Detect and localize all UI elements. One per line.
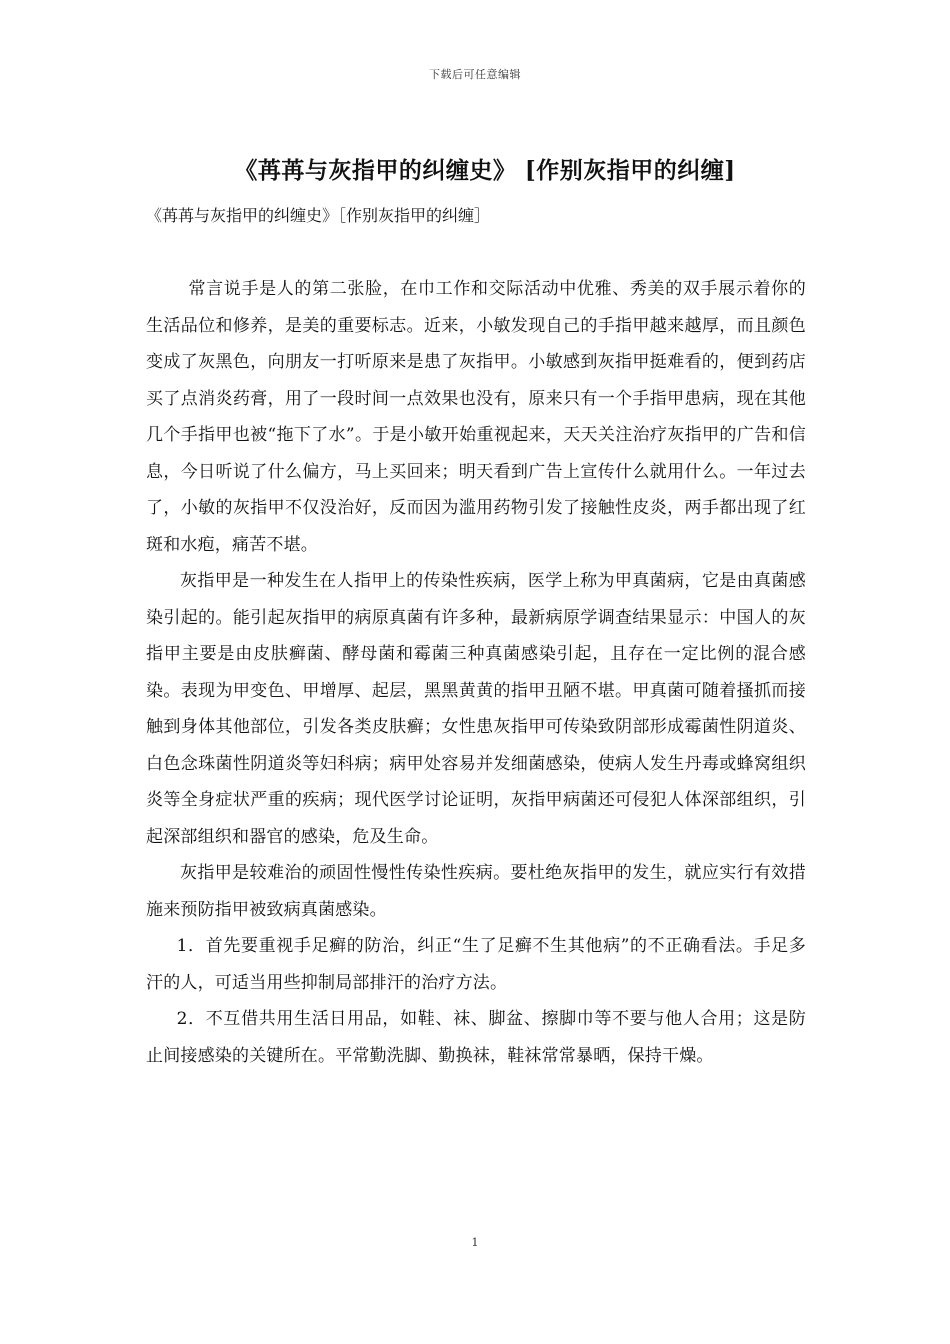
paragraph-item-2: 2．不互借共用生活日用品，如鞋、袜、脚盆、擦脚巾等不要与他人合用；这是防止间接感染的关键所在。平常勤洗脚、勤换袜，鞋袜常常暴晒，保持干燥。 <box>146 1009 806 1066</box>
paragraph-intro: 常言说手是人的第二张脸，在巾工作和交际活动中优雅、秀美的双手展示着你的生活品位和修养，是美的重要标志。近来，小敏发现自己的手指甲越来越厚，而且颜色变成了灰黑色，向朋友一打听原来是患了灰指甲。小敏感到灰指甲挺难看的，便到药店买了点消炎药膏，用了一段时间一点效果也没有，原来只有一个手指甲患病，现在其他几个手指甲也被“拖下了水”。于是小敏开始重视起来，天天关注治疗灰指甲的广告和信息，今日听说了什么偏方，马上买回来；明天看到广告上宣传什么就用什么。一年过去了，小敏的灰指甲不仅没治好，反而因为滥用药物引发了接触性皮炎，两手都出现了红斑和水疱，痛苦不堪。 <box>146 279 806 555</box>
paragraph-prevention: 灰指甲是较难治的顽固性慢性传染性疾病。要杜绝灰指甲的发生，就应实行有效措施来预防指甲被致病真菌感染。 <box>146 863 806 920</box>
paragraph-description: 灰指甲是一种发生在人指甲上的传染性疾病，医学上称为甲真菌病，它是由真菌感染引起的。能引起灰指甲的病原真菌有许多种，最新病原学调查结果显示：中国人的灰指甲主要是由皮肤癣菌、酵母菌和霉菌三种真菌感染引起，且存在一定比例的混合感染。表现为甲变色、甲增厚、起层，黑黑黄黄的指甲丑陋不堪。甲真菌可随着搔抓而接触到身体其他部位，引发各类皮肤癣；女性患灰指甲可传染致阴部形成霉菌性阴道炎、白色念珠菌性阴道炎等妇科病；病甲处容易并发细菌感染，使病人发生丹毒或蜂窝组织炎等全身症状严重的疾病；现代医学讨论证明，灰指甲病菌还可侵犯人体深部组织，引起深部组织和器官的感染，危及生命。 <box>146 571 806 847</box>
page-number: 1 <box>471 1236 479 1249</box>
document-subtitle: 《苒苒与灰指甲的纠缠史》［作别灰指甲的纠缠］ <box>146 206 491 225</box>
paragraph-item-1: 1．首先要重视手足癣的防治，纠正“生了足癣不生其他病”的不正确看法。手足多汗的人，可适当用些抑制局部排汗的治疗方法。 <box>146 936 806 993</box>
document-body <box>146 271 806 1074</box>
document-title: 《苒苒与灰指甲的纠缠史》 [作别灰指甲的纠缠] <box>234 157 736 184</box>
header-note: 下载后可任意编辑 <box>429 68 521 81</box>
